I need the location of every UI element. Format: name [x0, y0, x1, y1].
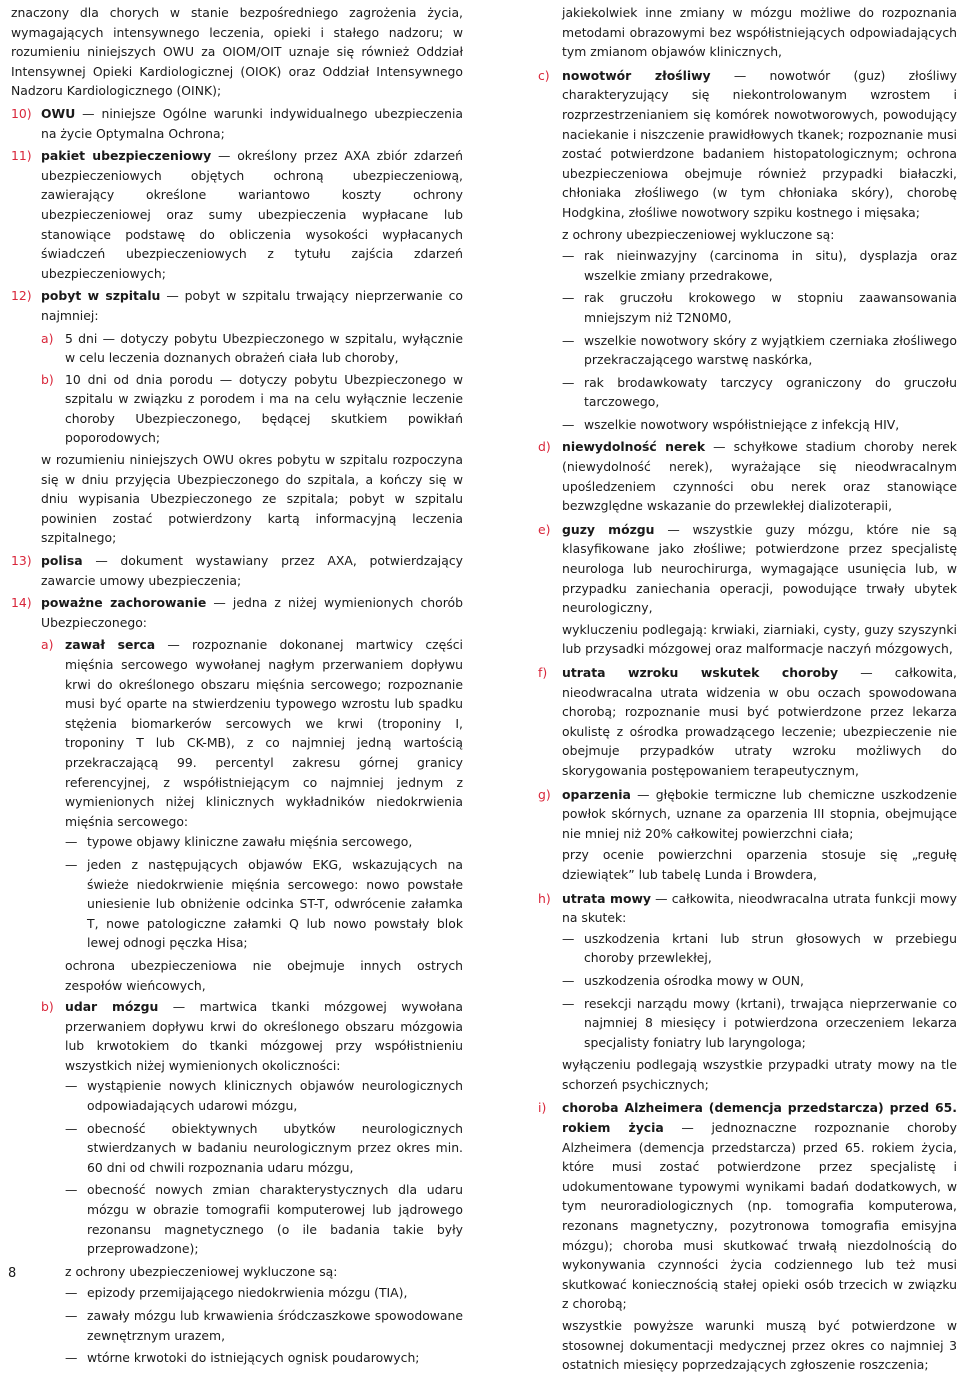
subitem-letter: c) [538, 67, 550, 83]
list-item-text: obecność nowych zmian charakterystycznych dla udaru mózgu w obrazie tomografii komputerowej lub jądrowego rezonansu magnetycznego (o ile badania takie były przeprowadzone); [87, 1182, 463, 1257]
subitem-g [508, 785, 957, 885]
definition-10 [11, 104, 463, 143]
list-item-text: wtórne krwotoki do istniejących ognisk poudarowych; [87, 1350, 420, 1366]
definition-number: 11) [11, 148, 32, 164]
definition-text: — jedna z niżej wymienionych chorób Ubezpieczonego: [41, 595, 463, 630]
subitem-letter: h) [538, 890, 551, 906]
subitem-letter: i) [538, 1100, 547, 1116]
subitem-term: nowotwór złośliwy [562, 67, 711, 83]
list-item-text: wszelkie nowotwory skóry z wyjątkiem czerniaka złośliwego przekraczającego warstwę naskórka, [584, 332, 957, 368]
definition-text: — niniejsze Ogólne warunki indywidualnego ubezpieczenia na życie Optymalna Ochrona; [41, 105, 463, 141]
list-item-text: wszelkie nowotwory współistniejące z infekcją HIV, [584, 416, 900, 432]
subitem-term: utrata wzroku wskutek choroby [562, 665, 839, 680]
list-item [65, 1348, 463, 1368]
definition-13 [11, 551, 463, 590]
list-item-text: obecność obiektywnych ubytków neurologicznych stwierdzanych w badaniu neurologicznym przez okres min. 60 dni od chwili rozpoznania udaru mózgu, [87, 1120, 463, 1175]
list-item [562, 288, 957, 327]
subitem-letter: a) [41, 637, 54, 653]
dash-bullet-icon: — [562, 930, 575, 946]
subitem-term: zawał serca [65, 637, 156, 653]
subitem-term: udar mózgu [65, 999, 159, 1015]
subitem-letter: d) [538, 439, 551, 455]
subitem-letter: e) [538, 521, 551, 537]
list-item [65, 1283, 463, 1303]
definition-number: 13) [11, 553, 32, 569]
subitem-term: choroba Alzheimera (demencja przedstarcza) przed 65. rokiem życia [562, 1100, 957, 1136]
subitem-text: — wszystkie guzy mózgu, które nie są klasyfikowane jako złośliwe; potwierdzone przez specjalistę neurologa lub neurochirurga, wymagające usunięcia lub, w przypadku zaniechania operacji, powodujące trwały ubytek neurologiczny, [562, 521, 957, 616]
subitem-term: guzy mózgu [562, 521, 655, 537]
definition-14 [11, 593, 463, 1368]
list-item [562, 246, 957, 285]
subitem-text: 10 dni od dnia porodu — dotyczy pobytu Ubezpieczonego w szpitalu w związku z porodem i ma na celu wyłącznie leczenie choroby Ubezpieczonego, będącej skutkiem powikłań poporodowych; [65, 371, 463, 446]
subitem-b [41, 370, 463, 448]
right-column [508, 3, 957, 1377]
definition-text: — określony przez AXA zbiór zdarzeń ubezpieczeniowych objętych ochroną ubezpieczeniową, zawierający określone wariantowo koszty ochrony ubezpieczeniowej oraz sumy ubezpieczenia wypłacane lub stanowiące podstawę do obliczenia wysokości wypłacanych świadczeń ubezpieczeniowych z tytułu zajścia zdarzeń ubezpieczeniowych; [41, 148, 463, 281]
subitem-note: wykluczeniu podlegają: krwiaki, ziarniaki, cysty, guzy szyszynki lub przysadki mózgowej oraz malformacje naczyń mózgowych, [562, 621, 957, 657]
definition-term: pakiet ubezpieczeniowy [41, 148, 212, 164]
exclusions-intro: z ochrony ubezpieczeniowej wykluczone są: [562, 226, 835, 242]
definition-number: 10) [11, 105, 32, 121]
dash-bullet-icon: — [65, 834, 78, 850]
list-item [65, 1119, 463, 1178]
list-item [562, 971, 957, 991]
list-item [65, 1180, 463, 1258]
list-item [562, 373, 957, 412]
list-item-text: rak gruczołu krokowego w stopniu zaawansowania mniejszym niż T2N0M0, [584, 290, 957, 325]
list-item-text: uszkodzenia krtani lub strun głosowych w przebiegu choroby przewlekłej, [584, 930, 957, 966]
subitem-a [41, 329, 463, 368]
subitem-letter: b) [41, 999, 54, 1015]
subitem-d [508, 437, 957, 515]
list-item-text: epizody przemijającego niedokrwienia mózgu (TIA), [87, 1285, 408, 1301]
subitem-b [41, 997, 463, 1368]
list-item-text: zawały mózgu lub krwawienia śródczaszkowe spowodowane zewnętrznym urazem, [87, 1308, 463, 1343]
definition-note: w rozumieniu niniejszych OWU okres pobytu w szpitalu rozpoczyna się w dniu przyjęcia Ubezpieczonego do szpitala, a kończy się w dniu wypisania Ubezpieczonego ze szpitala; pobyt w szpitalu powinien zostać potwierdzony kartą informacyjną leczenia szpitalnego; [41, 452, 463, 546]
definition-term: pobyt w szpitalu [41, 288, 161, 304]
dash-bullet-icon: — [562, 995, 575, 1011]
intro-continuation: znaczony dla chorych w stanie bezpośredniego zagrożenia życia, wymagających intensywnego leczenia, opieki i stałego nadzoru; w rozumieniu niniejszych OWU za OIOM/OIT uznaje się również Oddział Intensywnej Opieki Kardiologicznej (OIOK) oraz Oddział Intensywnego Nadzoru Kardiologicznego (OINK); [11, 5, 463, 99]
definition-text: — pobyt w szpitalu trwający nieprzerwanie co najmniej: [41, 288, 463, 323]
definition-11 [11, 146, 463, 283]
definition-number: 12) [11, 288, 32, 304]
subitem-note: wszystkie powyższe warunki muszą być potwierdzone w stosownej dokumentacji medycznej przez okres co najmniej 3 ostatnich miesięcy poprzedzających zgłoszenie roszczenia; [562, 1318, 957, 1373]
definition-term: poważne zachorowanie [41, 595, 207, 611]
subitem-letter: a) [41, 330, 54, 346]
definition-12 [11, 286, 463, 548]
subitem-text: — jednoznaczne rozpoznanie choroby Alzheimera (demencja przedstarcza) przed 65. rokiem życia, które musi zostać potwierdzone przez specjalistę i udokumentowane typowymi wynikami badań dodatkowych, w tym neuroradiologicznych (np. tomografia komputerowa, rezonans magnetyczny, pozytronowa tomografia emisyjna mózgu); choroba musi skutkować trwałą niezdolnością do wykonywania czynności życia codziennego lub też musi skutkować koniecznością stałej opieki osób trzecich w związku z chorobą; [562, 1120, 957, 1312]
definition-number: 14) [11, 595, 32, 611]
subitem-text: 5 dni — dotyczy pobytu Ubezpieczonego w szpitalu, wyłącznie w celu leczenia doznanych obrażeń ciała lub choroby, [65, 330, 463, 366]
subitem-i [508, 1098, 957, 1374]
subitem-text: — schyłkowe stadium choroby nerek (niewydolność nerek), wyrażające się nieodwracalnym upośledzeniem czynności obu nerek oraz stanowiące bezwzględne wskazanie do przewlekłej dializoterapii, [562, 439, 957, 514]
subitem-e [508, 520, 957, 659]
list-item-text: typowe objawy kliniczne zawału mięśnia sercowego, [87, 834, 413, 850]
list-item [562, 331, 957, 370]
list-item [65, 855, 463, 953]
subitem-term: niewydolność nerek [562, 439, 706, 455]
list-item-text: uszkodzenia ośrodka mowy w OUN, [584, 972, 804, 988]
list-item [562, 415, 957, 435]
dash-bullet-icon: — [562, 374, 575, 390]
list-item [65, 1306, 463, 1345]
subitem-letter: f) [538, 665, 548, 680]
list-item [65, 832, 463, 852]
list-item [562, 994, 957, 1053]
dash-bullet-icon: — [562, 972, 575, 988]
list-item-text: wystąpienie nowych klinicznych objawów neurologicznych odpowiadających udarowi mózgu, [87, 1078, 463, 1114]
subitem-term: oparzenia [562, 786, 631, 802]
list-item [65, 1076, 463, 1115]
subitem-h [508, 889, 957, 1095]
left-column [11, 3, 463, 1371]
dash-bullet-icon: — [65, 1182, 78, 1198]
definition-text: — dokument wystawiany przez AXA, potwierdzający zawarcie umowy ubezpieczenia; [41, 553, 463, 588]
dash-bullet-icon: — [65, 1350, 78, 1366]
subitem-term: utrata mowy [562, 890, 651, 906]
subitem-text: — całkowita, nieodwracalna utrata funkcji mowy na skutek: [562, 890, 957, 926]
subitem-a [41, 635, 463, 995]
list-item [562, 929, 957, 968]
list-item-text: jeden z następujących objawów EKG, wskazujących na świeże niedokrwienie mięśnia sercowego: nowo powstałe uniesienie lub obniżenie odcinka ST-T, odwrócenie załamka T, nowe patologiczne załamki Q lub nowo powstały blok lewej odnogi pęczka Hisa; [87, 856, 463, 951]
dash-bullet-icon: — [562, 332, 575, 348]
definition-term: polisa [41, 553, 83, 569]
subitem-text: — całkowita, nieodwracalna utrata widzenia w obu oczach spowodowana chorobą; rozpoznanie musi być potwierdzone przez lekarza okulistę z ośrodka prowadzącego leczenie; ubezpieczenie nie obejmuje przypadków utraty wzroku możliwych do skorygowania postępowaniem terapeutycznym, [562, 665, 957, 778]
dash-bullet-icon: — [562, 248, 575, 264]
subitem-note: przy ocenie powierzchni oparzenia stosuje się „regułę dziewiątek” lub tabelę Lunda i Browdera, [562, 847, 957, 882]
exclusions-intro: z ochrony ubezpieczeniowej wykluczone są: [65, 1263, 338, 1279]
subitem-text: — nowotwór (guz) złośliwy charakteryzujący się niekontrolowanym wzrostem i rozprzestrzenianiem się komórek nowotworowych, powodujący naciekanie i niszczenie prawidłowych tkanek; rozpoznanie musi zostać potwierdzone badaniem histopatologicznym; ochrona ubezpieczeniowa obejmuje również przypadki białaczki, chłoniaka złośliwego (w tym chłoniaka skóry), chorobę Hodgkina, złośliwe nowotwory szpiku kostnego i mięsaka; [562, 67, 957, 220]
list-item-text: rak nieinwazyjny (carcinoma in situ), dysplazja oraz wszelkie zmiany przedrakowe, [584, 248, 957, 283]
dash-bullet-icon: — [65, 1078, 78, 1094]
subitem-text: — martwica tkanki mózgowej wywołana przerwaniem dopływu krwi do określonego obszaru mózgowia lub krwotokiem do tkanki mózgowej przy współistnieniu wszystkich niżej wymienionych okoliczności: [65, 999, 463, 1073]
dash-bullet-icon: — [562, 416, 575, 432]
dash-bullet-icon: — [65, 856, 78, 872]
list-item-text: resekcji narządu mowy (krtani), trwająca nieprzerwanie co najmniej 8 miesięcy i potwierdzona orzeczeniem lekarza specjalisty foniatry lub laryngologa; [584, 995, 957, 1050]
subitem-note: wyłączeniu podlegają wszystkie przypadki utraty mowy na tle schorzeń psychicznych; [562, 1057, 957, 1092]
subitem-letter: g) [538, 786, 551, 802]
subitem-text: — głębokie termiczne lub chemiczne uszkodzenie powłok skórnych, uznane za oparzenia III stopnia, obejmujące nie mniej niż 20% całkowitej powierzchni ciała; [562, 786, 957, 841]
subitem-c [508, 66, 957, 435]
dash-bullet-icon: — [65, 1285, 78, 1301]
list-item-text: rak brodawkowaty tarczycy ograniczony do gruczołu tarczowego, [584, 374, 957, 410]
page-number: 8 [8, 1266, 17, 1281]
definition-term: OWU [41, 105, 76, 121]
dash-bullet-icon: — [562, 290, 575, 306]
subitem-letter: b) [41, 371, 54, 387]
subitem-f [508, 663, 957, 781]
subitem-text: — rozpoznanie dokonanej martwicy części mięśnia sercowego wywołanej nagłym przerwaniem dopływu krwi do określonego obszaru mięśnia sercowego; rozpoznanie musi być oparte na stwierdzeniu typowego wzrostu lub spadku stężenia biomarkerów sercowych we krwi (troponiny I, troponiny T lub CK-MB), z co najmniej jedną wartością przekraczającą 99. percentyl zakresu górnej granicy referencyjnej, z współistniejącym co najmniej jednym z wymienionych niżej klinicznych wykładników niedokrwienia mięśnia sercowego: [65, 637, 463, 829]
subitem-note: ochrona ubezpieczeniowa nie obejmuje innych ostrych zespołów wieńcowych, [65, 957, 463, 993]
dash-bullet-icon: — [65, 1308, 78, 1323]
continuation-text: jakiekolwiek inne zmiany w mózgu możliwe do rozpoznania metodami obrazowymi bez współistniejących odpowiadających tym zmianom objawów klinicznych, [562, 5, 957, 60]
dash-bullet-icon: — [65, 1120, 78, 1136]
